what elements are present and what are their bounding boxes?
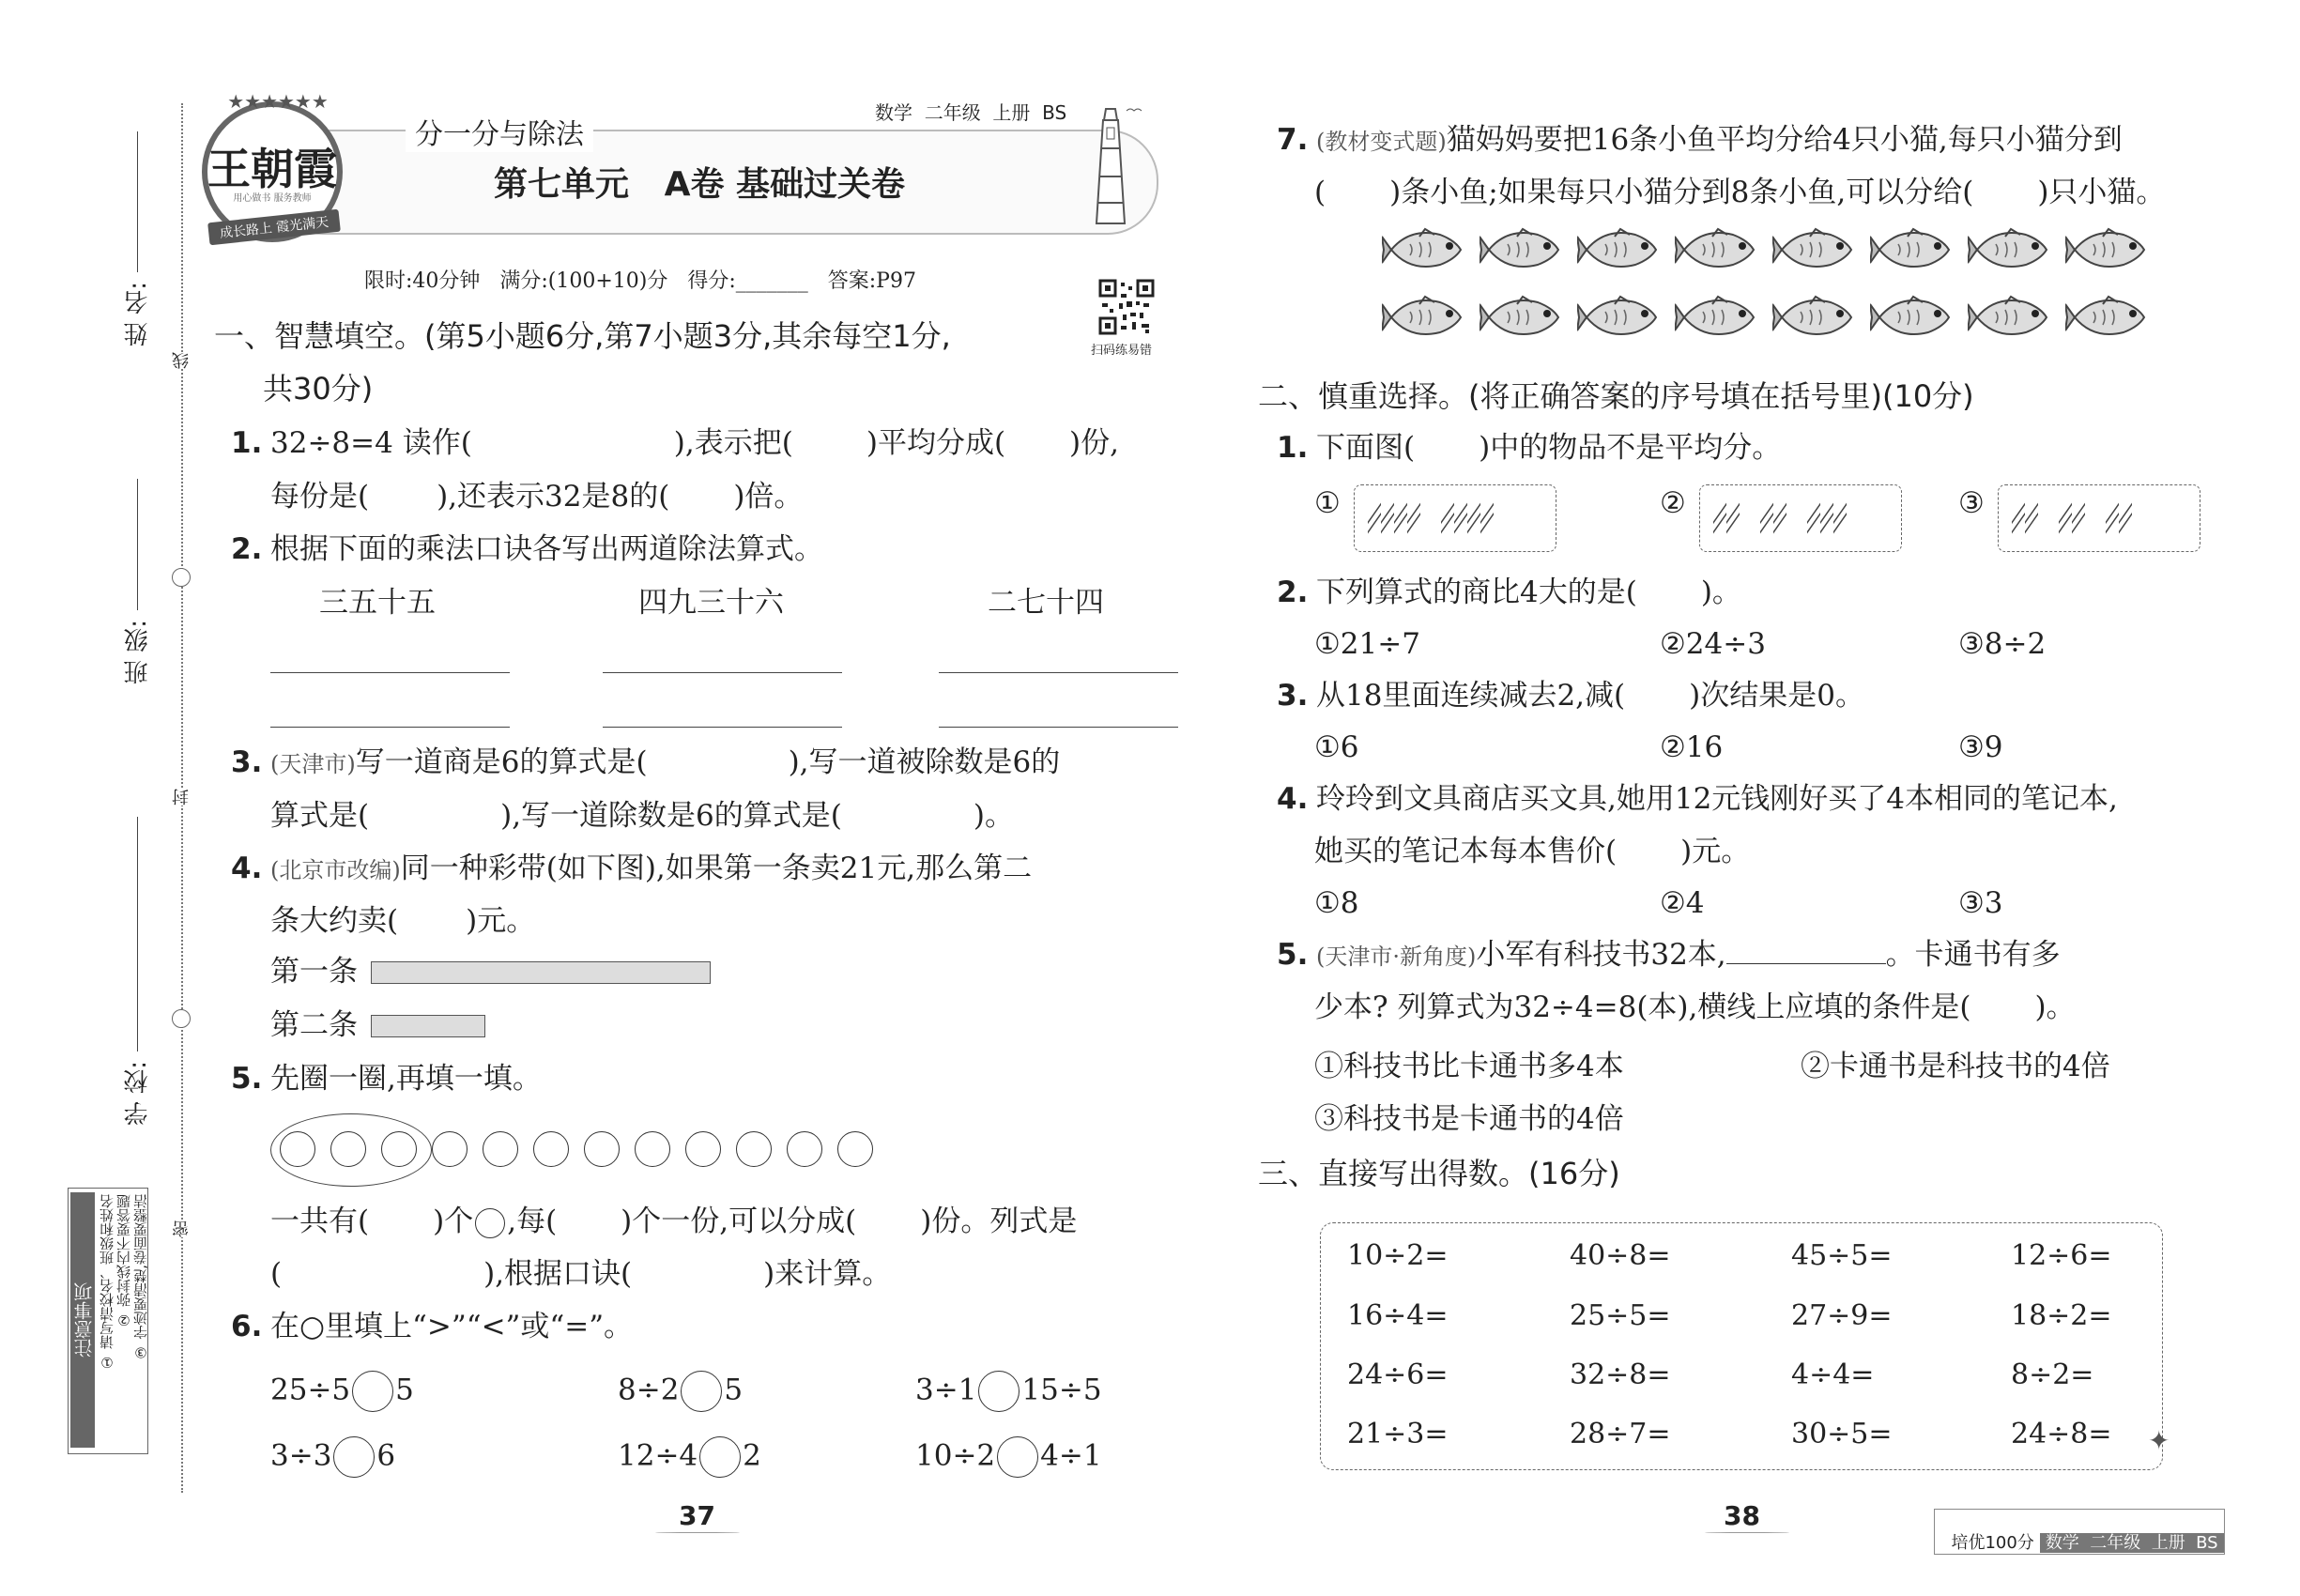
- qr-caption: 扫码练易错: [1091, 344, 1153, 358]
- s2-q1-mark-3: ③: [1958, 486, 1985, 520]
- s2-q1-line: 1. 下面图( )中的物品不是平均分。: [1277, 431, 1782, 465]
- footer-brand-name: 培优100分: [1951, 1533, 2034, 1553]
- compare-circle[interactable]: [333, 1436, 375, 1478]
- s2-q5-option-1[interactable]: ①科技书比卡通书多4本: [1314, 1050, 1624, 1083]
- page-title: 第七单元 A卷 基础过关卷: [494, 165, 905, 204]
- s1-q3-line2: 算式是( ),写一道除数是6的算式是( )。: [270, 799, 1014, 833]
- calc-item[interactable]: 24÷8=: [2011, 1418, 2112, 1450]
- fish-grid[interactable]: [1382, 223, 2189, 355]
- s1-q2-rhyme-2: 四九三十六: [638, 586, 784, 620]
- pen-icon: [1833, 491, 1847, 549]
- compare-item: 25÷5 5: [270, 1371, 414, 1412]
- s2-q1-mark-1: ①: [1314, 486, 1341, 520]
- fish-icon: [1675, 223, 1765, 280]
- fish-icon: [1772, 223, 1863, 280]
- compare-circle[interactable]: [352, 1371, 393, 1412]
- s2-q2-line: 2. 下列算式的商比4大的是( )。: [1277, 575, 1741, 609]
- s2-q3-option-3[interactable]: ③9: [1958, 730, 2003, 764]
- section1-title-cont: 共30分): [263, 371, 374, 407]
- s2-q5-blank-line[interactable]: [1726, 963, 1886, 964]
- class-label: 班 级:: [124, 620, 152, 685]
- calc-item[interactable]: 21÷3=: [1347, 1418, 1449, 1450]
- pen-icon: [2072, 491, 2085, 549]
- cut-char-3: 密: [170, 1220, 194, 1237]
- calc-item[interactable]: 18÷2=: [2011, 1299, 2112, 1332]
- page-ornament-right: [1705, 1532, 1789, 1533]
- s2-q2-option-3[interactable]: ③8÷2: [1958, 627, 2047, 661]
- s2-q3-option-2[interactable]: ②16: [1660, 730, 1724, 764]
- s2-q4-option-1[interactable]: ①8: [1314, 886, 1359, 920]
- sparkle-icon: ✦: [2148, 1425, 2170, 1456]
- s2-q5-line1: 5. (天津市·新角度)小军有科技书32本, 。卡通书有多: [1277, 938, 2061, 972]
- s1-q2-answer-line[interactable]: [603, 672, 842, 673]
- section3-title: 三、直接写出得数。(16分): [1258, 1156, 1620, 1191]
- pen-icon: [1820, 491, 1833, 549]
- header-meta: 数学 二年级 上册 BS: [875, 101, 1067, 124]
- cut-char-2: 封: [170, 789, 194, 806]
- s2-q2-option-2[interactable]: ②24÷3: [1660, 627, 1766, 661]
- pen-icon: [1467, 491, 1480, 549]
- fish-icon: [2065, 223, 2155, 280]
- binding-dot-1: [172, 568, 191, 587]
- s1-q2-answer-line[interactable]: [270, 672, 510, 673]
- pen-icon: [1760, 491, 1773, 549]
- cut-char-1: 线: [170, 352, 194, 369]
- s2-q5-line2: 少本? 列算式为32÷4=8(本),横线上应填的条件是( )。: [1314, 990, 2076, 1024]
- s2-q1-mark-2: ②: [1660, 486, 1686, 520]
- notice-item-3: ③ 字迹要清楚,卷面要整洁: [132, 1194, 149, 1361]
- pen-icon: [2119, 491, 2132, 549]
- ribbon-2-label: 第二条: [270, 1008, 358, 1042]
- compare-circle[interactable]: [997, 1436, 1038, 1478]
- s2-q4-line1: 4. 玲玲到文具商店买文具,她用12元钱刚好买了4本相同的笔记本,: [1277, 782, 2118, 816]
- logo-stars: ★★★★★★: [227, 90, 329, 113]
- ribbon-1-label: 第一条: [270, 955, 358, 989]
- compare-item: 8÷2 5: [618, 1371, 743, 1412]
- s1-q1-line1: 1. 32÷8=4 读作( ),表示把( )平均分成( )份,: [231, 426, 1119, 460]
- school-line: [137, 817, 138, 1051]
- calc-item[interactable]: 8÷2=: [2011, 1358, 2094, 1391]
- notice-item-1: ① 请写清校名、班级和姓名: [99, 1194, 115, 1371]
- compare-item: 12÷4 2: [618, 1436, 761, 1478]
- notice-box: [68, 1188, 148, 1454]
- logo-text: 王朝霞: [207, 144, 337, 194]
- pen-icon: [1368, 491, 1381, 549]
- fish-icon: [2065, 291, 2155, 347]
- fish-icon: [1480, 291, 1570, 347]
- fish-icon: [1382, 291, 1472, 347]
- fish-icon: [1480, 223, 1570, 280]
- page-number-left: 37: [679, 1500, 715, 1531]
- s1-q7-line2: ( )条小鱼;如果每只小猫分到8条小鱼,可以分给( )只小猫。: [1314, 176, 2166, 209]
- s1-q7-line1: 7. (教材变式题)猫妈妈要把16条小鱼平均分给4只小猫,每只小猫分到: [1277, 123, 2123, 157]
- s2-q4-option-3[interactable]: ③3: [1958, 886, 2003, 920]
- footer-brand-meta: 数学 二年级 上册 BS: [2040, 1533, 2224, 1553]
- s1-q4-source: (北京市改编): [270, 857, 401, 883]
- s2-q4-option-2[interactable]: ②4: [1660, 886, 1705, 920]
- notice-title: 注意事项: [70, 1192, 95, 1448]
- s1-q2-answer-line[interactable]: [939, 727, 1178, 728]
- page-number-right: 38: [1724, 1500, 1760, 1531]
- s2-q5-option-3[interactable]: ③科技书是卡通书的4倍: [1314, 1102, 1624, 1136]
- s1-q5-line: 5. 先圈一圈,再填一填。: [231, 1062, 542, 1096]
- section2-title: 二、慎重选择。(将正确答案的序号填在括号里)(10分): [1258, 378, 1974, 414]
- circle-row[interactable]: [278, 1131, 875, 1167]
- compare-item: 3÷1 15÷5: [915, 1371, 1102, 1412]
- s1-q2-answer-line[interactable]: [270, 727, 510, 728]
- s2-q3-option-1[interactable]: ①6: [1314, 730, 1359, 764]
- compare-circle[interactable]: [978, 1371, 1020, 1412]
- pen-icon: [2025, 491, 2038, 549]
- calc-item[interactable]: 40÷8=: [1570, 1239, 1671, 1272]
- s2-q5-option-2[interactable]: ②卡通书是科技书的4倍: [1801, 1050, 2110, 1083]
- pen-icon: [1441, 491, 1454, 549]
- section1-title: 一、智慧填空。(第5小题6分,第7小题3分,其余每空1分,: [214, 318, 951, 354]
- pen-icon: [2012, 491, 2025, 549]
- pen-group-1[interactable]: [1354, 484, 1556, 552]
- pen-icon: [1394, 491, 1407, 549]
- calc-item[interactable]: 28÷7=: [1570, 1418, 1671, 1450]
- fish-icon: [1675, 291, 1765, 347]
- pen-group-3[interactable]: [1998, 484, 2200, 552]
- s1-q3-line1: 3. (天津市)写一道商是6的算式是( ),写一道被除数是6的: [231, 745, 1061, 779]
- pen-icon: [1480, 491, 1494, 549]
- s1-q7-source: (教材变式题): [1316, 129, 1447, 155]
- s1-q5-fill-line1: 一共有( )个 ,每( )个一份,可以分成( )份。列式是: [270, 1205, 1078, 1238]
- qr-code[interactable]: [1098, 279, 1155, 335]
- compare-item: 10÷2 4÷1: [915, 1436, 1102, 1478]
- s1-q2-line: 2. 根据下面的乘法口诀各写出两道除法算式。: [231, 532, 823, 566]
- logo-ribbon: 成长路上 霞光满天: [207, 209, 341, 246]
- s2-q3-line: 3. 从18里面连续减去2,减( )次结果是0。: [1277, 679, 1864, 713]
- s1-q4-line1: 4. (北京市改编)同一种彩带(如下图),如果第一条卖21元,那么第二: [231, 852, 1033, 885]
- s1-q5-fill-line2: ( ),根据口诀( )来计算。: [270, 1257, 892, 1291]
- fish-icon: [1968, 223, 2058, 280]
- calc-item[interactable]: 12÷6=: [2011, 1239, 2112, 1272]
- calc-item[interactable]: 45÷5=: [1791, 1239, 1893, 1272]
- s1-q2-rhyme-1: 三五十五: [319, 586, 436, 620]
- logo-sub: 用心做书 服务教师: [233, 193, 312, 204]
- pen-icon: [1773, 491, 1786, 549]
- fish-icon: [1577, 291, 1667, 347]
- ribbon-2: [371, 1015, 485, 1037]
- s1-q3-source: (天津市): [270, 751, 356, 777]
- s1-q2-answer-line[interactable]: [603, 727, 842, 728]
- name-label: 姓 名:: [124, 282, 152, 347]
- class-line: [137, 479, 138, 610]
- calc-item[interactable]: 16÷4=: [1347, 1299, 1449, 1332]
- name-line: [137, 131, 138, 272]
- s1-q2-answer-line[interactable]: [939, 672, 1178, 673]
- pen-icon: [2059, 491, 2072, 549]
- fish-icon: [1772, 291, 1863, 347]
- fish-icon: [1382, 223, 1472, 280]
- fish-icon: [1870, 291, 1960, 347]
- pen-icon: [1407, 491, 1420, 549]
- topic-label: 分一分与除法: [406, 111, 593, 152]
- ribbon-1: [371, 961, 711, 984]
- fish-icon: [1870, 223, 1960, 280]
- s1-q4-line2: 条大约卖( )元。: [270, 904, 536, 938]
- s2-q2-option-1[interactable]: ①21÷7: [1314, 627, 1420, 661]
- calc-item[interactable]: 27÷9=: [1791, 1299, 1893, 1332]
- exam-info: 限时:40分钟 满分:(100+10)分 得分:_______ 答案:P97: [364, 269, 916, 293]
- lighthouse-icon: [1078, 101, 1143, 237]
- calc-item[interactable]: 32÷8=: [1570, 1358, 1671, 1391]
- s1-q6-line: 6. 在○里填上“>”“<”或“=”。: [231, 1310, 634, 1343]
- calc-item[interactable]: 24÷6=: [1347, 1358, 1449, 1391]
- s1-q1-line2: 每份是( ),还表示32是8的( )倍。: [270, 480, 804, 514]
- compare-circle[interactable]: [699, 1436, 741, 1478]
- notice-item-2: ② 弥封线内不要答题: [115, 1194, 132, 1328]
- compare-item: 3÷3 6: [270, 1436, 395, 1478]
- pen-icon: [1807, 491, 1820, 549]
- s1-q1-number: 1.: [231, 426, 263, 460]
- pen-icon: [1454, 491, 1467, 549]
- fish-icon: [1577, 223, 1667, 280]
- calc-item[interactable]: 25÷5=: [1570, 1299, 1671, 1332]
- fish-icon: [1968, 291, 2058, 347]
- s2-q4-line2: 她买的笔记本每本售价( )元。: [1314, 835, 1751, 868]
- s1-q2-rhyme-3: 二七十四: [988, 586, 1104, 620]
- compare-circle[interactable]: [681, 1371, 722, 1412]
- footer-brand: [1934, 1509, 2225, 1555]
- school-label: 学 校:: [124, 1061, 152, 1127]
- pen-icon: [1726, 491, 1740, 549]
- pen-group-2[interactable]: [1699, 484, 1902, 552]
- binding-dot-2: [172, 1009, 191, 1028]
- calc-item[interactable]: 30÷5=: [1791, 1418, 1893, 1450]
- pen-icon: [1713, 491, 1726, 549]
- calc-item[interactable]: 10÷2=: [1347, 1239, 1449, 1272]
- s2-q5-source: (天津市·新角度): [1316, 944, 1477, 970]
- page-ornament-left: [655, 1532, 740, 1533]
- pen-icon: [2106, 491, 2119, 549]
- calc-item[interactable]: 4÷4=: [1791, 1358, 1875, 1391]
- pen-icon: [1381, 491, 1394, 549]
